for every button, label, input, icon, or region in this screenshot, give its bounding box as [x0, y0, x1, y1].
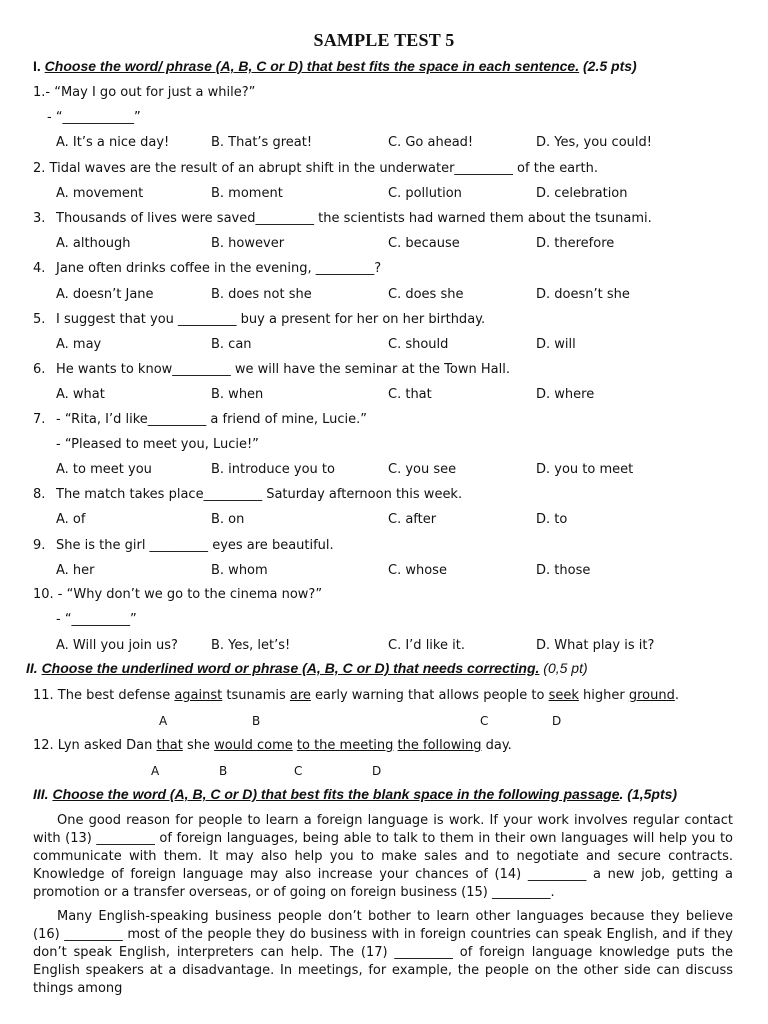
question-1-reply: - “___________” [47, 110, 141, 125]
question-11-text: early warning that allows people to [310, 688, 549, 703]
question-11-text: higher [578, 688, 629, 703]
question-11-underline-a: against [174, 688, 223, 703]
question-7-reply: - “Pleased to meet you, Lucie!” [56, 437, 259, 452]
question-7-number: 7. [33, 412, 46, 427]
question-11-letter-a: A [159, 714, 168, 728]
question-9-option-b: B. whom [211, 563, 268, 578]
question-12-underline-b: would come [214, 738, 293, 753]
section-1-heading [33, 58, 637, 75]
question-12-text: she [182, 738, 215, 753]
question-12-underline-a: that [156, 738, 183, 753]
question-12-text: day. [481, 738, 512, 753]
question-11-text: 11. The best defense [33, 688, 175, 703]
question-11-letter-c: C [480, 714, 489, 728]
question-7-option-b: B. introduce you to [211, 462, 335, 477]
question-6-option-c: C. that [388, 387, 432, 402]
question-1-option-c: C. Go ahead! [388, 135, 474, 150]
question-9-number: 9. [33, 538, 46, 553]
question-6-option-d: D. where [536, 387, 595, 402]
question-6-number: 6. [33, 362, 46, 377]
question-1-option-d: D. Yes, you could! [536, 135, 652, 150]
question-5-option-a: A. may [56, 337, 102, 352]
question-4-number: 4. [33, 261, 46, 276]
question-9-option-d: D. those [536, 563, 591, 578]
question-10-option-b: B. Yes, let’s! [211, 638, 291, 653]
question-2-option-d: D. celebration [536, 186, 628, 201]
question-4-stem: Jane often drinks coffee in the evening, _________? [56, 261, 382, 276]
question-9-option-a: A. her [56, 563, 95, 578]
section-1-number: I. [33, 58, 41, 74]
question-7-option-c: C. you see [388, 462, 457, 477]
question-4-option-a: A. doesn’t Jane [56, 287, 154, 302]
question-5-stem: I suggest that you _________ buy a present for her on her birthday. [56, 312, 486, 327]
question-12-sentence [33, 737, 512, 754]
reading-passage [33, 812, 733, 1004]
question-6-option-b: B. when [211, 387, 264, 402]
section-3-points: . (1,5pts) [619, 786, 678, 802]
question-4-option-b: B. does not she [211, 287, 312, 302]
question-3-option-d: D. therefore [536, 236, 615, 251]
question-12-letter-b: B [219, 764, 228, 778]
question-11-letter-d: D [552, 714, 562, 728]
section-3-number: III. [33, 786, 49, 802]
section-1-points: (2.5 pts) [583, 58, 637, 74]
question-5-option-d: D. will [536, 337, 576, 352]
question-3-stem: Thousands of lives were saved_________ the scientists had warned them about the tsunami. [56, 211, 652, 226]
passage-paragraph-2: Many English-speaking business people don’t bother to learn other languages because they believe (16) _________ most of the people they do business with in foreign countries can speak English, and if they don’t speak English, interpreters can help. The (17) _________ of foreign language knowledge puts the English speakers at a disadvantage. In meetings, for example, the people on the other side can discuss things among [33, 909, 733, 996]
section-1-instruction: Choose the word/ phrase (A, B, C or D) that best fits the space in each sentence. [44, 58, 580, 74]
passage-paragraph-1: One good reason for people to learn a foreign language is work. If your work involves regular contact with (13) _________ of foreign languages, being able to talk to them in their own languages will help you to communicate with them. It may also help you to make sales and to negotiate and secure contracts. Knowledge of foreign language may also increase your chances of (14) _________ a new job, getting a promotion or a transfer overseas, or of going on foreign business (15) _________. [33, 813, 733, 900]
question-2-option-c: C. pollution [388, 186, 462, 201]
question-10-stem: 10. - “Why don’t we go to the cinema now?” [33, 587, 323, 602]
question-10-reply: - “_________” [56, 612, 137, 627]
question-12-underline-d: the following [397, 738, 482, 753]
question-2-option-b: B. moment [211, 186, 283, 201]
question-12-text: 12. Lyn asked Dan [33, 738, 157, 753]
question-6-stem: He wants to know_________ we will have the seminar at the Town Hall. [56, 362, 510, 377]
section-2-instruction: Choose the underlined word or phrase (A, B, C or D) that needs correcting. [41, 660, 540, 676]
question-1-option-a: A. It’s a nice day! [56, 135, 170, 150]
question-12-letter-d: D [372, 764, 382, 778]
question-6-option-a: A. what [56, 387, 105, 402]
question-8-option-c: C. after [388, 512, 437, 527]
question-9-option-c: C. whose [388, 563, 447, 578]
question-8-option-b: B. on [211, 512, 245, 527]
question-7-option-d: D. you to meet [536, 462, 634, 477]
question-3-option-c: C. because [388, 236, 460, 251]
page-title: SAMPLE TEST 5 [313, 30, 455, 50]
question-12-underline-c: to the meeting [296, 738, 394, 753]
question-3-option-b: B. however [211, 236, 285, 251]
question-9-stem: She is the girl _________ eyes are beautiful. [56, 538, 334, 553]
question-11-underline-c: seek [548, 688, 579, 703]
question-11-text: . [674, 688, 679, 703]
question-8-number: 8. [33, 487, 46, 502]
question-3-number: 3. [33, 211, 46, 226]
question-12-letter-a: A [151, 764, 160, 778]
question-7-option-a: A. to meet you [56, 462, 152, 477]
question-5-option-b: B. can [211, 337, 252, 352]
question-3-option-a: A. although [56, 236, 131, 251]
question-1-option-b: B. That’s great! [211, 135, 313, 150]
question-4-option-c: C. does she [388, 287, 464, 302]
question-11-text: tsunamis [222, 688, 290, 703]
section-3-heading [33, 786, 677, 803]
question-1-stem: 1.- “May I go out for just a while?” [33, 85, 256, 100]
section-2-number: II. [26, 660, 38, 676]
question-2-option-a: A. movement [56, 186, 144, 201]
question-10-option-d: D. What play is it? [536, 638, 655, 653]
section-3-instruction: Choose the word (A, B, C or D) that best fits the blank space in the following passage [52, 786, 620, 802]
section-2-points: (0,5 pt) [543, 660, 588, 676]
question-10-option-c: C. I’d like it. [388, 638, 465, 653]
question-8-stem: The match takes place_________ Saturday afternoon this week. [56, 487, 463, 502]
question-11-underline-b: are [289, 688, 311, 703]
question-2-stem: 2. Tidal waves are the result of an abrupt shift in the underwater_________ of the earth. [33, 161, 598, 176]
question-11-underline-d: ground [628, 688, 675, 703]
question-7-stem: - “Rita, I’d like_________ a friend of mine, Lucie.” [56, 412, 367, 427]
question-10-option-a: A. Will you join us? [56, 638, 178, 653]
question-11-sentence [33, 687, 679, 704]
question-11-letter-b: B [252, 714, 261, 728]
question-5-option-c: C. should [388, 337, 449, 352]
question-4-option-d: D. doesn’t she [536, 287, 630, 302]
question-8-option-a: A. of [56, 512, 86, 527]
section-2-heading [26, 660, 588, 677]
question-5-number: 5. [33, 312, 46, 327]
question-12-letter-c: C [294, 764, 303, 778]
question-8-option-d: D. to [536, 512, 568, 527]
